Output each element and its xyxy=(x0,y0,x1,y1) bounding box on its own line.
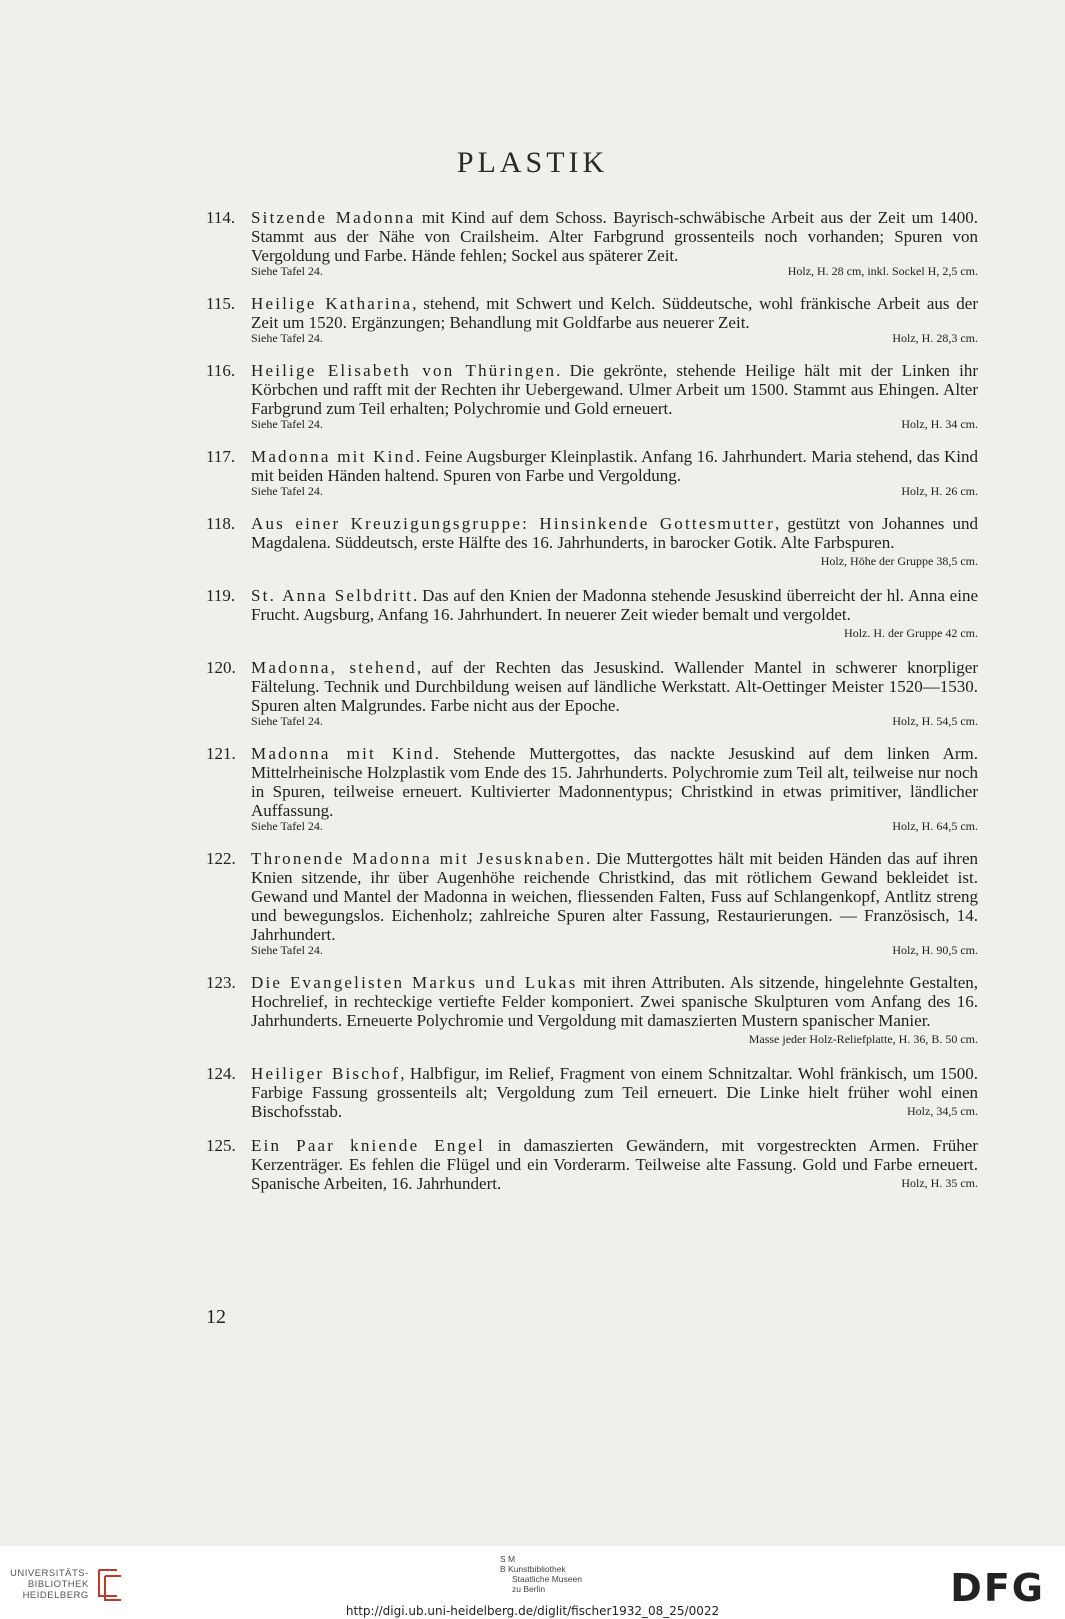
entry-plate-reference: Siehe Tafel 24. xyxy=(251,714,323,728)
entry-measurement: Holz, H. 54,5 cm. xyxy=(892,714,978,728)
catalog-entry xyxy=(206,361,978,432)
entry-heading: Sitzende Madonna xyxy=(251,208,416,227)
entry-heading: St. Anna Selbdritt xyxy=(251,586,414,605)
catalog-entry xyxy=(206,294,978,346)
entry-plate-reference: Siehe Tafel 24. xyxy=(251,484,323,498)
catalog-entry xyxy=(206,586,978,643)
entry-number: 118. xyxy=(206,514,236,533)
entry-measurement: Holz, H. 28 cm, inkl. Sockel H, 2,5 cm. xyxy=(787,264,978,278)
entry-number: 121. xyxy=(206,744,236,763)
entry-description xyxy=(251,1064,978,1121)
entry-description xyxy=(251,849,978,944)
entry-text: , stehend, mit Schwert und Kelch. Süddeutsche, wohl fränkische Arbeit aus der Zeit um 1520. Ergänzungen; Behandlung mit Goldfarbe aus neuerer Zeit. xyxy=(251,294,978,332)
entry-text: mit Kind auf dem Schoss. Bayrisch-schwäbische Arbeit aus der Zeit um 1400. Stammt aus der Nähe von Crailsheim. Alter Farbgrund grossenteils noch vorhanden; Spuren von Vergoldung und Farbe. Hände fehlen; Sockel aus späterer Zeit. xyxy=(251,208,978,265)
page-number: 12 xyxy=(206,1306,226,1328)
entry-number: 116. xyxy=(206,361,236,380)
entry-text: . Die gekrönte, stehende Heilige hält mit der Linken ihr Körbchen und rafft mit der Rechten ihr Uebergewand. Ulmer Arbeit um 1500. Stammt aus Ehingen. Alter Farbgrund zum Teil erhalten; Polychromie und Gold erneuert. xyxy=(251,361,979,418)
entry-text: , auf der Rechten das Jesuskind. Wallender Mantel in schwerer knorpliger Fältelung. Technik und Durchbildung weisen auf ländliche Werkstatt. Alt-Oettinger Meister 1520—1530. Spuren alten Malgrundes. Farbe nicht aus der Epoche. xyxy=(251,658,978,715)
entry-measurement: Holz, H. 90,5 cm. xyxy=(892,943,978,957)
entry-measurement: Holz, H. 35 cm. xyxy=(901,1176,978,1190)
entry-description xyxy=(251,1136,978,1193)
entry-measurement: Holz, 34,5 cm. xyxy=(907,1104,978,1118)
entry-description xyxy=(251,658,978,715)
entry-text: . Stehende Muttergottes, das nackte Jesuskind auf dem linken Arm. Mittelrheinische Holzplastik vom Ende des 15. Jahrhunderts. Polychromie zum Teil alt, teilweise nur noch in Spuren, teilweise erneuert. Kultivierter Madonnentypus; Christkind in etwas primitiver, ländlicher Auffassung. xyxy=(251,744,978,820)
catalog-entry xyxy=(206,514,978,571)
entry-number: 122. xyxy=(206,849,236,868)
entry-number: 123. xyxy=(206,973,236,992)
entry-heading: Thronende Madonna mit Jesusknaben xyxy=(251,849,587,868)
entry-description xyxy=(251,294,978,332)
entry-text: , Halbfigur, im Relief, Fragment von einem Schnitzaltar. Wohl fränkisch, um 1500. Farbige Fassung grossenteils alt; Vergoldung zum Teil erneuert. Die Linke hielt früher wohl einen Bischofsstab. xyxy=(251,1064,978,1121)
entry-number: 117. xyxy=(206,447,236,466)
viewer-footer xyxy=(0,1546,1065,1619)
entry-text: . Das auf den Knien der Madonna stehende Jesuskind überreicht der hl. Anna eine Frucht. Augsburg, Anfang 16. Jahrhundert. In neuerer Zeit wieder bemalt und vergoldet. xyxy=(251,586,978,624)
entry-meta xyxy=(251,417,978,432)
entry-number: 125. xyxy=(206,1136,236,1155)
entry-text: , gestützt von Johannes und Magdalena. Süddeutsch, erste Hälfte des 16. Jahrhunderts, in barocker Gotik. Alte Farbspuren. xyxy=(251,514,978,552)
entry-measurement: Masse jeder Holz-Reliefplatte, H. 36, B. 50 cm. xyxy=(748,1032,978,1046)
smb-kunstbibliothek-logo[interactable]: S M B Kunstbibliothek Staatliche Museen zu Berlin xyxy=(500,1554,582,1594)
entry-meta xyxy=(251,484,978,499)
entry-plate-reference: Siehe Tafel 24. xyxy=(251,819,323,833)
entry-description xyxy=(251,447,978,485)
entry-number: 115. xyxy=(206,294,236,313)
entry-meta xyxy=(251,264,978,279)
catalog-entry xyxy=(206,973,978,1049)
entry-measurement: Holz, H. 28,3 cm. xyxy=(892,331,978,345)
dfg-logo[interactable]: DFG xyxy=(950,1566,1045,1610)
catalog-entry xyxy=(206,1136,978,1193)
entry-heading: Aus einer Kreuzigungsgruppe: Hinsinkende Gottesmutter xyxy=(251,514,775,533)
entry-heading: Heilige Elisabeth von Thüringen xyxy=(251,361,557,380)
entry-measurement: Holz, H. 26 cm. xyxy=(901,484,978,498)
catalog-entry xyxy=(206,1064,978,1121)
page-title: PLASTIK xyxy=(456,146,609,179)
catalog-entry xyxy=(206,849,978,958)
entry-heading: Madonna mit Kind xyxy=(251,744,435,763)
entry-meta xyxy=(251,714,978,729)
entry-measurement: Holz, H. 34 cm. xyxy=(901,417,978,431)
entry-text: . Feine Augsburger Kleinplastik. Anfang 16. Jahrhundert. Maria stehend, das Kind mit beiden Händen haltend. Spuren von Farbe und Vergoldung. xyxy=(251,447,978,485)
entry-description xyxy=(251,744,978,820)
entry-plate-reference: Siehe Tafel 24. xyxy=(251,264,323,278)
entry-description xyxy=(251,514,978,571)
entry-heading: Die Evangelisten Markus und Lukas xyxy=(251,973,578,992)
library-emblem-icon xyxy=(95,1566,125,1602)
entry-number: 124. xyxy=(206,1064,236,1083)
library-name: UNIVERSITÄTS- BIBLIOTHEK HEIDELBERG xyxy=(10,1567,89,1601)
entry-heading: Madonna mit Kind xyxy=(251,447,416,466)
entry-plate-reference: Siehe Tafel 24. xyxy=(251,417,323,431)
entry-number: 120. xyxy=(206,658,236,677)
entry-plate-reference: Siehe Tafel 24. xyxy=(251,331,323,345)
entry-measurement: Holz, Höhe der Gruppe 38,5 cm. xyxy=(820,554,978,568)
permalink-url[interactable]: http://digi.ub.uni-heidelberg.de/diglit/fischer1932_08_25/0022 xyxy=(345,1604,720,1618)
entry-measurement: Holz, H. 64,5 cm. xyxy=(892,819,978,833)
entry-plate-reference: Siehe Tafel 24. xyxy=(251,943,323,957)
entry-number: 119. xyxy=(206,586,236,605)
catalog-entries xyxy=(206,208,978,1208)
entry-text: in damaszierten Gewändern, mit vorgestreckten Armen. Früher Kerzenträger. Es fehlen die Flügel und ein Vorderarm. Teilweise alte Fassung. Gold und Farbe erneuert. Spanische Arbeiten, 16. Jahrhundert. xyxy=(251,1136,978,1193)
entry-meta xyxy=(251,943,978,958)
entry-description xyxy=(251,973,978,1049)
heidelberg-library-logo[interactable] xyxy=(10,1566,125,1602)
entry-meta xyxy=(251,819,978,834)
catalog-entry xyxy=(206,744,978,834)
catalog-entry xyxy=(206,447,978,499)
entry-description xyxy=(251,361,978,418)
catalog-entry xyxy=(206,208,978,279)
entry-heading: Ein Paar kniende Engel xyxy=(251,1136,485,1155)
entry-description xyxy=(251,208,978,265)
entry-text: . Die Muttergottes hält mit beiden Händen das auf ihren Knien sitzende, ihr über Augenhöhe reichende Christkind, das mit rötlichem Gewand bekleidet ist. Gewand und Mantel der Madonna in weichen, fliessenden Falten, Fuss auf Schlangenkopf, Antlitz streng und bewegungslos. Eichenholz; zahlreiche Spuren alter Fassung, Restaurierungen. — Französisch, 14. Jahrhundert. xyxy=(251,849,978,944)
entry-measurement: Holz. H. der Gruppe 42 cm. xyxy=(844,626,978,640)
entry-heading: Heilige Katharina xyxy=(251,294,413,313)
entry-heading: Heiliger Bischof xyxy=(251,1064,401,1083)
entry-heading: Madonna, stehend xyxy=(251,658,417,677)
catalog-entry xyxy=(206,658,978,729)
entry-text: mit ihren Attributen. Als sitzende, hingelehnte Gestalten, Hochrelief, in rechteckige vertiefte Felder komponiert. Zwei spanische Skulpturen vom Anfang des 16. Jahrhunderts. Erneuerte Polychromie und Vergoldung mit damaszierten Mustern spanischer Manier. xyxy=(251,973,979,1030)
entry-description xyxy=(251,586,978,643)
entry-meta xyxy=(251,331,978,346)
entry-number: 114. xyxy=(206,208,236,227)
